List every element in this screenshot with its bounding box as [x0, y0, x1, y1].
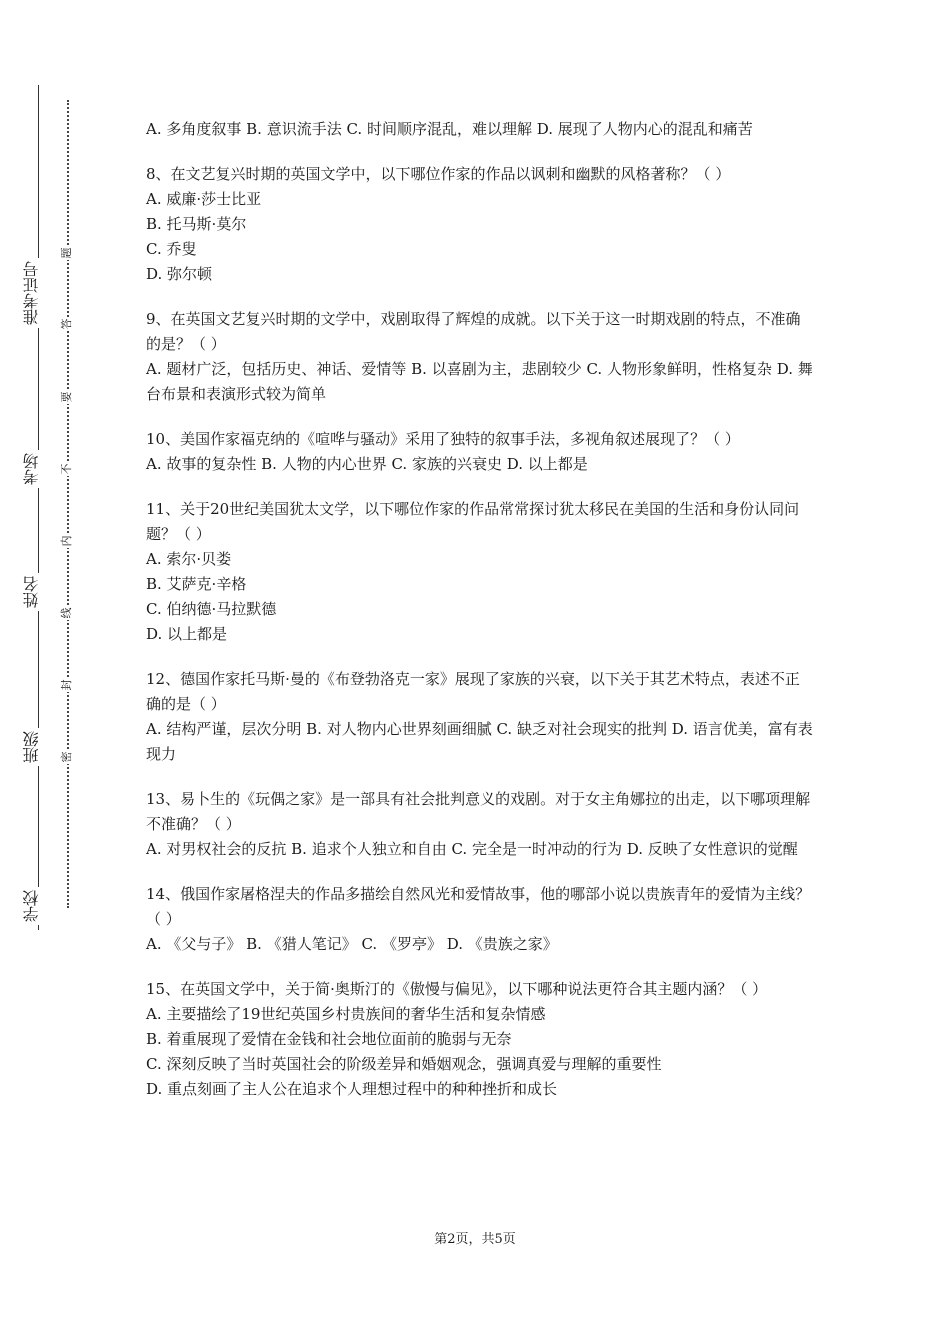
option-line: A. 题材广泛，包括历史、神话、爱情等 B. 以喜剧为主，悲剧较少 C. 人物形象鲜明，性格复杂 D. 舞台布景和表演形式较为简单	[146, 360, 813, 403]
page-number: 第2页，共5页	[434, 1232, 516, 1247]
question-stem: 10、美国作家福克纳的《喧哗与骚动》采用了独特的叙事手法，多视角叙述展现了？（ ）	[146, 430, 740, 448]
option-line: A. 结构严谨，层次分明 B. 对人物内心世界刻画细腻 C. 缺乏对社会现实的批判 D. 语言优美，富有表现力	[146, 720, 813, 763]
seal-char: 答	[60, 318, 73, 330]
question-14	[146, 882, 814, 957]
option-b: B. 着重展现了爱情在金钱和社会地位面前的脆弱与无奈	[146, 1030, 512, 1048]
seal-char: 要	[60, 391, 73, 403]
question-stem: 8、在文艺复兴时期的英国文学中，以下哪位作家的作品以讽刺和幽默的风格著称？（ ）	[146, 165, 731, 183]
question-11	[146, 497, 814, 647]
question-list	[146, 117, 814, 1122]
class-label: 班级	[24, 728, 54, 766]
seal-char: 不	[60, 463, 73, 475]
exam-id-label: 准考证号	[24, 258, 54, 328]
question-10	[146, 427, 814, 477]
option-line: A. 对男权社会的反抗 B. 追求个人独立和自由 C. 完全是一时冲动的行为 D. 反映了女性意识的觉醒	[146, 840, 798, 858]
binding-solid-line	[38, 85, 39, 930]
option-b: B. 艾萨克·辛格	[146, 575, 247, 593]
question-stem: 11、关于20世纪美国犹太文学，以下哪位作家的作品常常探讨犹太移民在美国的生活和身份认同问题？（ ）	[146, 500, 800, 543]
school-label: 学校	[24, 887, 54, 925]
seal-char: 密	[60, 751, 73, 763]
seal-char: 线	[60, 607, 73, 619]
question-stem: 13、易卜生的《玩偶之家》是一部具有社会批判意义的戏剧。对于女主角娜拉的出走，以下哪项理解不准确？（ ）	[146, 790, 811, 833]
option-c: C. 伯纳德·马拉默德	[146, 600, 277, 618]
seal-char: 封	[60, 679, 73, 691]
seal-char: 题	[60, 247, 73, 259]
binding-dotted-line	[67, 100, 69, 908]
exam-room-label: 考场	[24, 450, 54, 488]
option-d: D. 弥尔顿	[146, 265, 213, 283]
option-d: D. 重点刻画了主人公在追求个人理想过程中的种种挫折和成长	[146, 1080, 558, 1098]
question-stem: 14、俄国作家屠格涅夫的作品多描绘自然风光和爱情故事，他的哪部小说以贵族青年的爱情为主线？（ ）	[146, 885, 811, 928]
option-a: A. 威廉·莎士比亚	[146, 190, 262, 208]
option-b: B. 托马斯·莫尔	[146, 215, 247, 233]
question-9	[146, 307, 814, 407]
question-12	[146, 667, 814, 767]
question-stem: 12、德国作家托马斯·曼的《布登勃洛克一家》展现了家族的兴衰，以下关于其艺术特点，表述不正确的是（ ）	[146, 670, 800, 713]
option-c: C. 乔叟	[146, 240, 197, 258]
option-line: A. 故事的复杂性 B. 人物的内心世界 C. 家族的兴衰史 D. 以上都是	[146, 455, 588, 473]
question-stem: 9、在英国文艺复兴时期的文学中，戏剧取得了辉煌的成就。以下关于这一时期戏剧的特点，不准确的是？（ ）	[146, 310, 801, 353]
option-d: D. 以上都是	[146, 625, 228, 643]
question-stem: 15、在英国文学中，关于简·奥斯汀的《傲慢与偏见》，以下哪种说法更符合其主题内涵？（ ）	[146, 980, 768, 998]
name-label: 姓名	[24, 573, 54, 611]
question-15	[146, 977, 814, 1102]
option-line: A. 多角度叙事 B. 意识流手法 C. 时间顺序混乱，难以理解 D. 展现了人物内心的混乱和痛苦	[146, 120, 753, 138]
option-line: A. 《父与子》 B. 《猎人笔记》 C. 《罗亭》 D. 《贵族之家》	[146, 935, 558, 953]
seal-char: 内	[60, 535, 73, 547]
question-8	[146, 162, 814, 287]
option-a: A. 索尔·贝娄	[146, 550, 232, 568]
option-a: A. 主要描绘了19世纪英国乡村贵族间的奢华生活和复杂情感	[146, 1005, 546, 1023]
question-13	[146, 787, 814, 862]
option-c: C. 深刻反映了当时英国社会的阶级差异和婚姻观念，强调真爱与理解的重要性	[146, 1055, 662, 1073]
question-7-options	[146, 117, 814, 142]
